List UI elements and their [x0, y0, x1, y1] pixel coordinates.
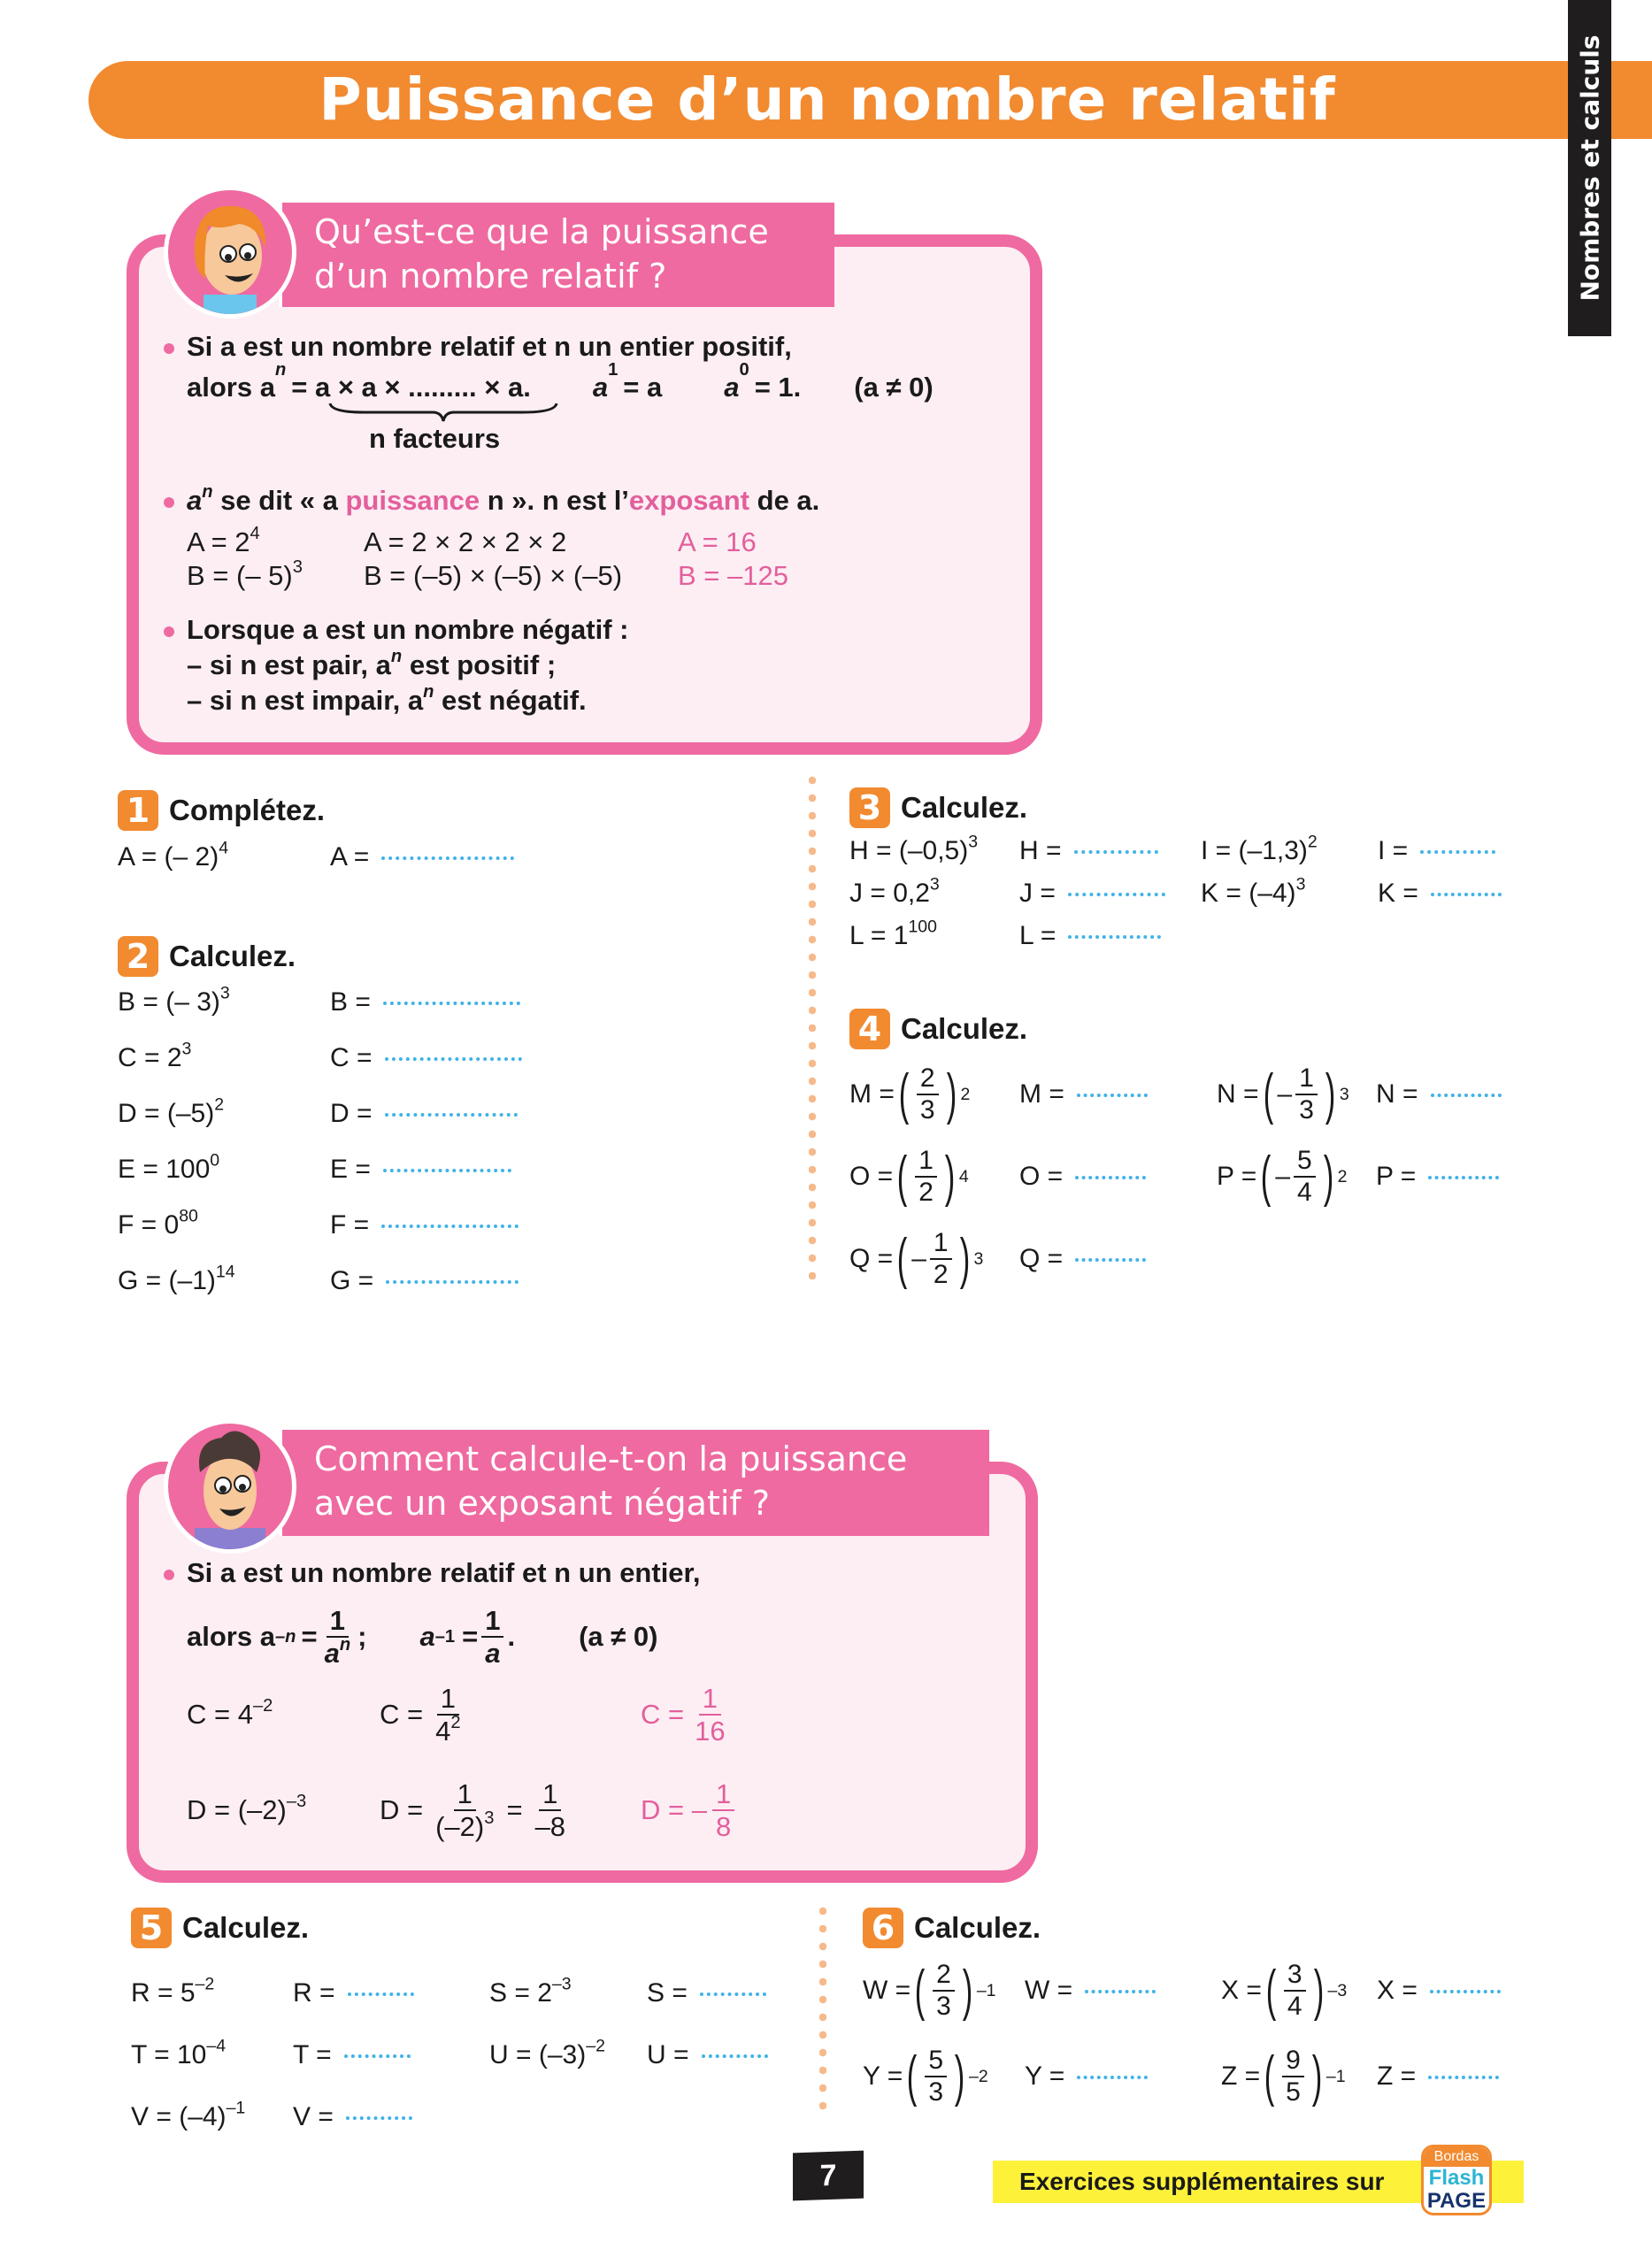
exercise-3-heading — [849, 787, 1027, 828]
rule-3: Lorsque a est un nombre négatif : – si n est pair, $a^n$ est positif ; – si n est impair, $a^n$ est négatif. — [164, 612, 1013, 718]
lesson2-body — [164, 1555, 1013, 1846]
exercise-number-badge: 5 — [131, 1908, 172, 1948]
answer-field[interactable] — [1431, 1092, 1502, 1097]
exercise-row: B = (– 3)$^3$ B = — [118, 987, 520, 1017]
answer-field[interactable] — [344, 2053, 411, 2058]
exercise-row: $H = (-0,5)^3$ H = — [849, 836, 1158, 866]
answer-field[interactable] — [383, 1167, 511, 1172]
answer-field[interactable] — [1068, 933, 1161, 939]
answer-field[interactable] — [1075, 1256, 1146, 1262]
rule-1: Si a est un nombre relatif et n un entier positif, — [164, 329, 1013, 365]
exercise-row: $K = (-4)^3$ K = — [1201, 879, 1502, 909]
exercise-row: $L = 1^{100}$ L = — [849, 921, 1161, 951]
exercise-row: $I = (-1,3)^2$ I = — [1201, 836, 1495, 866]
exercise-row: Z = ( $\frac{9}{5}$ ) –1 Z = — [1221, 2046, 1499, 2108]
answer-field[interactable] — [381, 1223, 519, 1228]
page-title: Puissance d’un nombre relatif — [319, 65, 1336, 134]
exercise-1-heading — [118, 790, 325, 831]
exercise-row: $F = 0^{80}$ F = — [118, 1210, 519, 1240]
exercise-row: $V = (-4)^{-1}$ V = — [131, 2102, 412, 2132]
logo-brand: Bordas — [1424, 2147, 1489, 2167]
banner-line: Comment calcule-t-on la puissance — [314, 1440, 908, 1478]
exercise-instruction: Complétez. — [169, 794, 326, 826]
banner-line: avec un exposant négatif ? — [314, 1484, 771, 1523]
answer-field[interactable] — [1431, 891, 1502, 896]
banner-line: d’un nombre relatif ? — [314, 257, 667, 296]
chapter-tab — [1568, 0, 1611, 336]
exercise-row: O = ( $\frac{1}{2}$ ) 4 O = — [849, 1146, 1146, 1208]
exercise-instruction: Calculez. — [901, 791, 1028, 824]
exercise-instruction: Calculez. — [914, 1911, 1041, 1944]
column-divider — [809, 772, 816, 1289]
bullet-icon — [164, 1570, 174, 1580]
rule-2: $a^n$ se dit « a puissance n ». n est l’exposant de a. — [164, 483, 1013, 518]
exercise-number-badge: 6 — [863, 1908, 903, 1948]
exercise-row: $U = (-3)^{-2}$ U = — [489, 2040, 768, 2070]
answer-field[interactable] — [700, 1991, 766, 1996]
rule-negative-formula: alors a –n = $\frac{1}{a^n}$ ; a –1 = $\frac{1}{a}$ . (a ≠ 0) — [187, 1605, 658, 1669]
exercise-row: $R = 5^{-2}$ R = — [131, 1978, 414, 2008]
promo-text: Exercices supplémentaires sur — [1019, 2168, 1385, 2195]
exercise-row: $S = 2^{-3}$ S = — [489, 1978, 766, 2008]
banner-line: Qu’est-ce que la puissance — [314, 212, 769, 251]
answer-field[interactable] — [1068, 891, 1165, 896]
lesson-banner-negative-exponent — [279, 1426, 989, 1536]
rule-negative: Si a est un nombre relatif et n un entier, — [164, 1555, 1013, 1591]
exercise-row: $E = 100^0$ E = — [118, 1155, 511, 1185]
rule-1-formula: alors a n = a × a × ......... × a. a 1 = a a 0 = 1. (a ≠ 0) — [187, 360, 934, 403]
column-divider — [819, 1902, 826, 2119]
answer-field[interactable] — [383, 1000, 520, 1005]
answer-field[interactable] — [1075, 1174, 1146, 1179]
answer-field[interactable] — [1428, 2074, 1499, 2079]
exercise-number-badge: 1 — [118, 790, 158, 831]
bullet-icon — [164, 497, 174, 508]
exercise-row: $D = (-5)^2$ D = — [118, 1099, 518, 1129]
exercise-row: Y = ( $\frac{5}{3}$ ) –2 Y = — [863, 2046, 1148, 2108]
answer-field[interactable] — [346, 2115, 412, 2120]
exercise-2-heading — [118, 936, 296, 977]
girl-avatar-icon — [164, 186, 296, 319]
exercise-row: A = (– 2)$^4$ A = — [118, 842, 514, 872]
example-row: $C = 4^{-2}$ C = $\frac{1}{4^2}$ C = $\frac{1}{16}$ — [187, 1683, 726, 1747]
answer-field[interactable] — [1428, 1174, 1499, 1179]
answer-field[interactable] — [1420, 848, 1495, 854]
answer-field[interactable] — [348, 1991, 414, 1996]
exercise-4-heading — [849, 1009, 1027, 1049]
answer-field[interactable] — [1074, 848, 1158, 854]
page-number: 7 — [793, 2151, 864, 2201]
lesson1-body — [164, 329, 1013, 718]
chapter-tab-label: Nombres et calculs — [1575, 35, 1604, 302]
answer-field[interactable] — [385, 1111, 518, 1117]
example-row: $D = (-2)^{-3}$ D = $\frac{1}{(-2)^3}$ = $\frac{1}{-8}$ D = – $\frac{1}{8}$ — [187, 1775, 1013, 1846]
exercise-number-badge: 2 — [118, 936, 158, 977]
brace-label: n facteurs — [369, 423, 501, 454]
exercise-instruction: Calculez. — [901, 1012, 1028, 1045]
example-row: $A = 2^4$ A = 2 × 2 × 2 × 2 A = 16 — [187, 523, 757, 557]
exercise-row: N = ( – $\frac{1}{3}$ ) 3 N = — [1217, 1063, 1502, 1125]
exercise-instruction: Calculez. — [169, 940, 296, 972]
example-row: B = (– 5)$^3$ B = (–5) × (–5) × (–5) B = –125 — [187, 557, 788, 591]
exercise-row: X = ( $\frac{3}{4}$ ) –3 X = — [1221, 1960, 1501, 2022]
lesson-banner-power — [279, 199, 834, 307]
answer-field[interactable] — [1085, 1988, 1156, 1993]
bullet-icon — [164, 343, 174, 354]
exercise-row: M = ( $\frac{2}{3}$ ) 2 M = — [849, 1063, 1148, 1125]
exercise-instruction: Calculez. — [182, 1911, 310, 1944]
exercise-5-heading — [131, 1908, 309, 1948]
exercise-row: $C = 2^3$ C = — [118, 1043, 522, 1073]
answer-field[interactable] — [702, 2053, 768, 2058]
exercise-row: $G = (-1)^{14}$ G = — [118, 1266, 519, 1296]
answer-field[interactable] — [386, 1278, 519, 1284]
answer-field[interactable] — [1430, 1988, 1501, 1993]
answer-field[interactable] — [385, 1056, 522, 1061]
exercise-row: W = ( $\frac{2}{3}$ ) –1 W = — [863, 1960, 1156, 2022]
exercise-6-heading — [863, 1908, 1041, 1948]
exercise-number-badge: 4 — [849, 1009, 890, 1049]
flashpage-logo-icon[interactable] — [1421, 2145, 1492, 2215]
exercise-row: $T = 10^{-4}$ T = — [131, 2040, 411, 2070]
exercise-row: $J = 0,2^3$ J = — [849, 879, 1165, 909]
bullet-icon — [164, 626, 174, 637]
exercise-row: P = ( – $\frac{5}{4}$ ) 2 P = — [1217, 1146, 1499, 1208]
logo-flash: Flash — [1428, 2166, 1485, 2190]
underbrace-icon — [328, 402, 558, 425]
answer-field[interactable] — [381, 855, 514, 860]
exercise-number-badge: 3 — [849, 787, 890, 828]
logo-page: PAGE — [1426, 2189, 1487, 2213]
answer-field[interactable] — [1077, 2074, 1148, 2079]
exercise-row: Q = ( – $\frac{1}{2}$ ) 3 Q = — [849, 1228, 1146, 1290]
boy-avatar-icon — [164, 1419, 296, 1554]
answer-field[interactable] — [1077, 1092, 1148, 1097]
